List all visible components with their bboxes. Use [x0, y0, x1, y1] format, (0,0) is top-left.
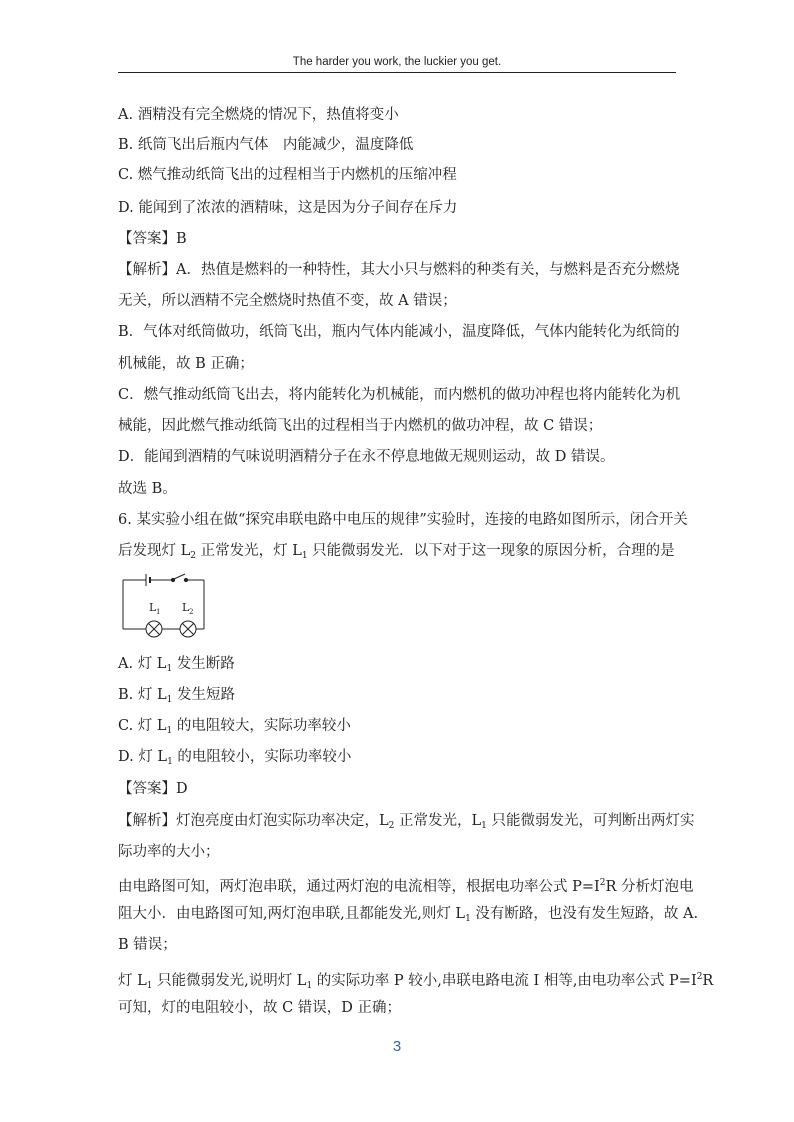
q6-analysis-line: 灯 $L_1$ 只能微弱发光,说明灯 $L_1$ 的实际功率 P 较小,串联电路电流 I 相等,由电功率公式 $P=I^2R$	[118, 972, 714, 991]
q6-analysis-line: 阻大小．由电路图可知,两灯泡串联,且都能发光,则灯 $L_1$ 没有断路，也没有发生短路，故 A.	[118, 906, 699, 924]
q6-stem-line: 后发现灯 $L_2$ 正常发光，灯 $L_1$ 只能微弱发光．以下对于这一现象的原因分析，合理的是	[118, 543, 675, 561]
q6-option-d: D. 灯 $L_1$ 的电阻较小，实际功率较小	[118, 749, 352, 767]
q6-analysis-line: B 错误；	[118, 937, 177, 953]
q6-option-b: B. 灯 $L_1$ 发生短路	[118, 687, 235, 705]
q5-option-d: D. 能闻到了浓浓的酒精味，这是因为分子间存在斥力	[118, 200, 458, 216]
q6-stem-line: 6. 某实验小组在做“探究串联电路中电压的规律”实验时，连接的电路如图所示，闭合开关	[118, 512, 688, 528]
q6-answer: 【答案】D	[118, 781, 188, 797]
lamp-l1-label: L	[149, 601, 157, 614]
circuit-diagram	[118, 570, 208, 640]
q6-analysis-line: 可知，灯的电阻较小，故 C 错误，D 正确；	[118, 1000, 402, 1016]
header-rule	[118, 72, 676, 73]
q5-analysis-line: 无关，所以酒精不完全燃烧时热值不变，故 A 错误；	[118, 293, 457, 309]
q5-option-b: B. 纸筒飞出后瓶内气体 内能减少，温度降低	[118, 137, 414, 153]
lamp-l2-label: L	[182, 601, 190, 614]
page-number: 3	[392, 1038, 402, 1055]
q6-analysis-line: 际功率的大小；	[118, 844, 220, 860]
q5-analysis-line: 机械能，故 B 正确；	[118, 356, 254, 372]
q5-option-c: C. 燃气推动纸筒飞出的过程相当于内燃机的压缩冲程	[118, 167, 457, 183]
lamp-l1-subscript: 1	[156, 608, 161, 616]
q6-analysis-line: 【解析】灯泡亮度由灯泡实际功率决定，$L_2$ 正常发光，$L_1$ 只能微弱发光，可判断出两灯实	[118, 813, 695, 831]
q5-option-a: A. 酒精没有完全燃烧的情况下，热值将变小	[118, 107, 399, 123]
q5-answer: 【答案】B	[118, 231, 187, 247]
lamp-l2-subscript: 2	[189, 608, 194, 616]
page-header-motto: The harder you work, the luckier you get.	[292, 56, 502, 68]
q5-analysis-line: B．气体对纸筒做功，纸筒飞出，瓶内气体内能减小，温度降低，气体内能转化为纸筒的	[118, 324, 680, 340]
q5-conclusion: 故选 B。	[118, 481, 177, 497]
q5-analysis-line: 【解析】A．热值是燃料的一种特性，其大小只与燃料的种类有关，与燃料是否充分燃烧	[118, 262, 680, 278]
q5-analysis-line: D．能闻到酒精的气味说明酒精分子在永不停息地做无规则运动，故 D 错误。	[118, 449, 615, 465]
q5-analysis-line: C．燃气推动纸筒飞出去，将内能转化为机械能，而内燃机的做功冲程也将内能转化为机	[118, 387, 681, 403]
q6-option-a: A. 灯 $L_1$ 发生断路	[118, 656, 235, 674]
q6-option-c: C. 灯 $L_1$ 的电阻较大，实际功率较小	[118, 718, 351, 736]
switch-icon	[174, 574, 185, 579]
q5-analysis-line: 械能，因此燃气推动纸筒飞出的过程相当于内燃机的做功冲程，故 C 错误；	[118, 418, 603, 434]
q6-analysis-line: 由电路图可知，两灯泡串联，通过两灯泡的电流相等，根据电功率公式 $P=I^2R$ 分析灯泡电	[118, 878, 694, 895]
